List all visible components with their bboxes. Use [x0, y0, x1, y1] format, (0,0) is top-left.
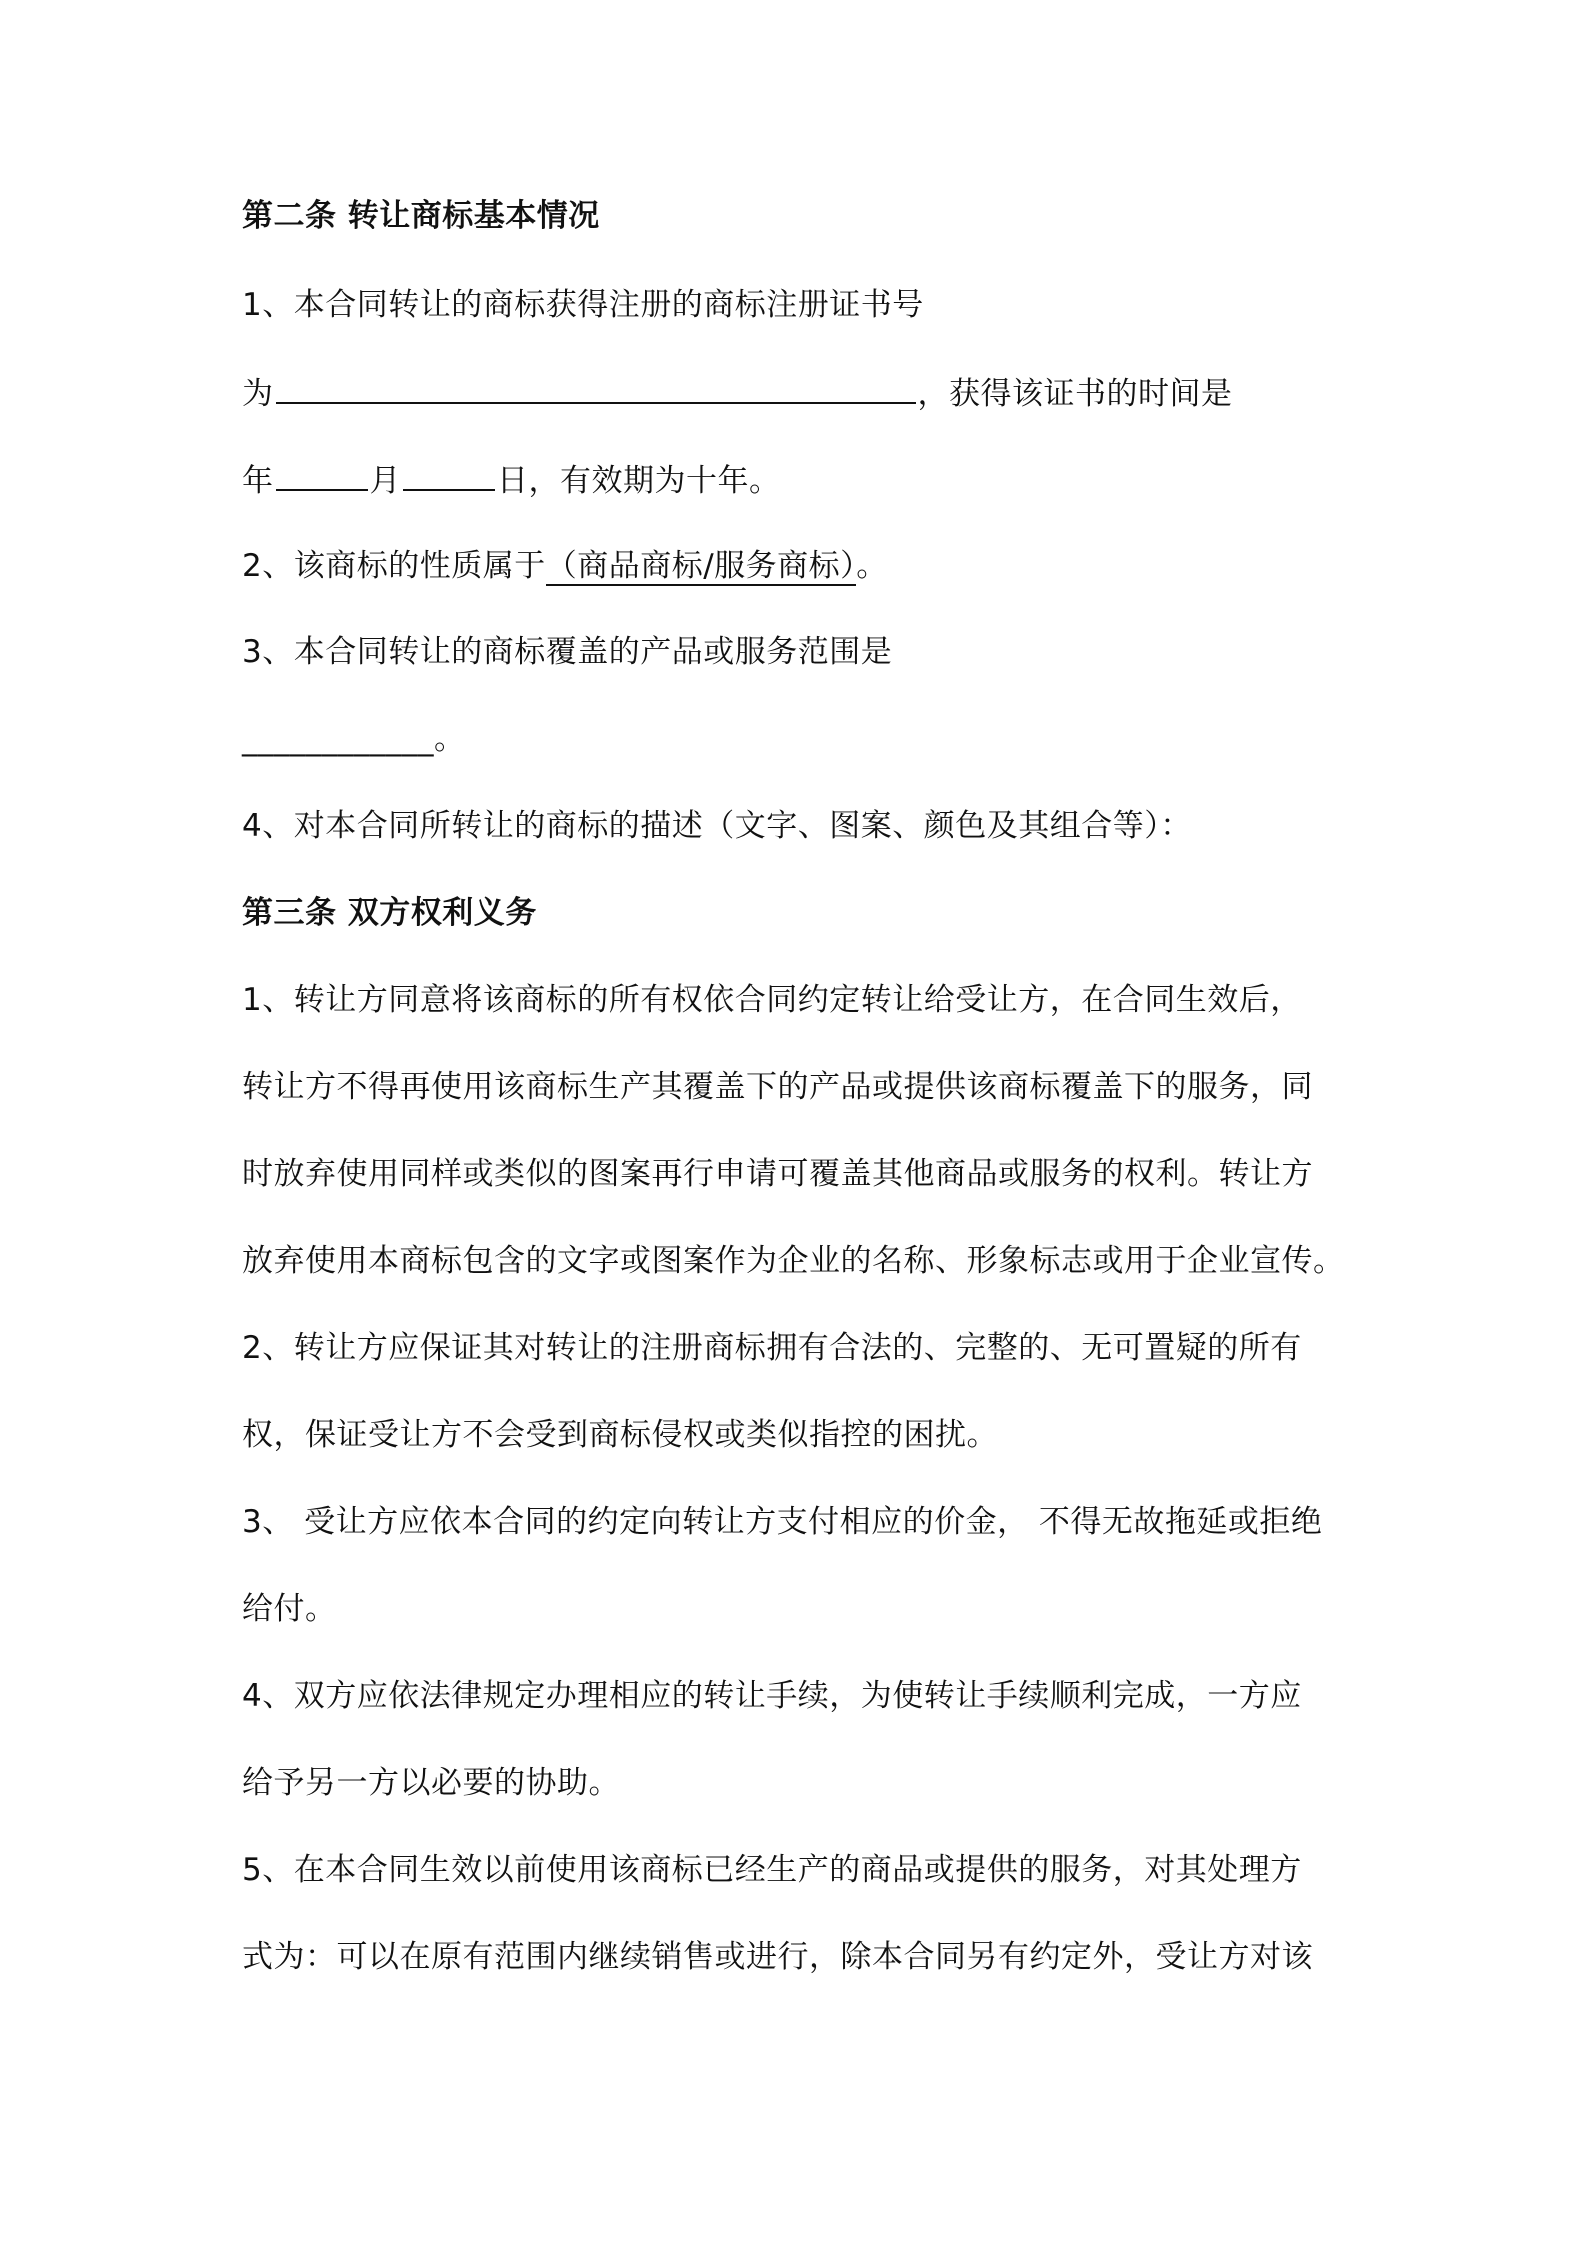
art3-clause-1-line-3: 时放弃使用同样或类似的图案再行申请可覆盖其他商品或服务的权利。转让方 [242, 1156, 1313, 1192]
art3-clause-5-line-2: 式为：可以在原有范围内继续销售或进行，除本合同另有约定外，受让方对该 [242, 1939, 1313, 1975]
art2-clause-3-line-2: ____________。 [242, 721, 466, 757]
text-suffix: 。 [856, 548, 888, 584]
art2-clause-3-line-1: 3、本合同转让的商标覆盖的产品或服务范围是 [242, 634, 893, 670]
year-label: 年 [242, 463, 274, 499]
art3-clause-2-line-1: 2、转让方应保证其对转让的注册商标拥有合法的、完整的、无可置疑的所有 [242, 1330, 1302, 1366]
art3-clause-3-line-1: 3、 受让方应依本合同的约定向转让方支付相应的价金， 不得无故拖延或拒绝 [242, 1504, 1323, 1540]
art2-clause-1-line-1: 1、本合同转让的商标获得注册的商标注册证书号 [242, 287, 924, 323]
trademark-nature-value: （商品商标/服务商标） [545, 548, 857, 584]
art2-clause-1-line-3 [242, 459, 781, 501]
text-prefix: 2、该商标的性质属于 [242, 548, 546, 584]
article-3-heading: 第三条 双方权利义务 [242, 895, 537, 931]
art2-clause-1-line-2 [242, 372, 1233, 414]
text-suffix: 日，有效期为十年。 [497, 463, 781, 499]
art3-clause-2-line-2: 权，保证受让方不会受到商标侵权或类似指控的困扰。 [242, 1417, 998, 1453]
art3-clause-4-line-2: 给予另一方以必要的协助。 [242, 1765, 620, 1801]
art2-clause-4: 4、对本合同所转让的商标的描述（文字、图案、颜色及其组合等）： [242, 808, 1192, 844]
text-prefix: 为 [242, 376, 274, 412]
art3-clause-1-line-4: 放弃使用本商标包含的文字或图案作为企业的名称、形象标志或用于企业宣传。 [242, 1243, 1345, 1279]
article-2-heading: 第二条 转让商标基本情况 [242, 198, 600, 234]
art2-clause-2 [242, 546, 888, 586]
day-blank [403, 459, 495, 491]
month-blank [276, 459, 368, 491]
month-label: 月 [369, 463, 401, 499]
certificate-number-blank [276, 372, 916, 404]
art3-clause-5-line-1: 5、在本合同生效以前使用该商标已经生产的商品或提供的服务，对其处理方 [242, 1852, 1302, 1888]
art3-clause-3-line-2: 给付。 [242, 1591, 337, 1627]
art3-clause-4-line-1: 4、双方应依法律规定办理相应的转让手续，为使转让手续顺利完成，一方应 [242, 1678, 1302, 1714]
art3-clause-1-line-2: 转让方不得再使用该商标生产其覆盖下的产品或提供该商标覆盖下的服务，同 [242, 1069, 1313, 1105]
text-suffix: ，获得该证书的时间是 [917, 376, 1233, 412]
art3-clause-1-line-1: 1、转让方同意将该商标的所有权依合同约定转让给受让方，在合同生效后， [242, 982, 1302, 1018]
